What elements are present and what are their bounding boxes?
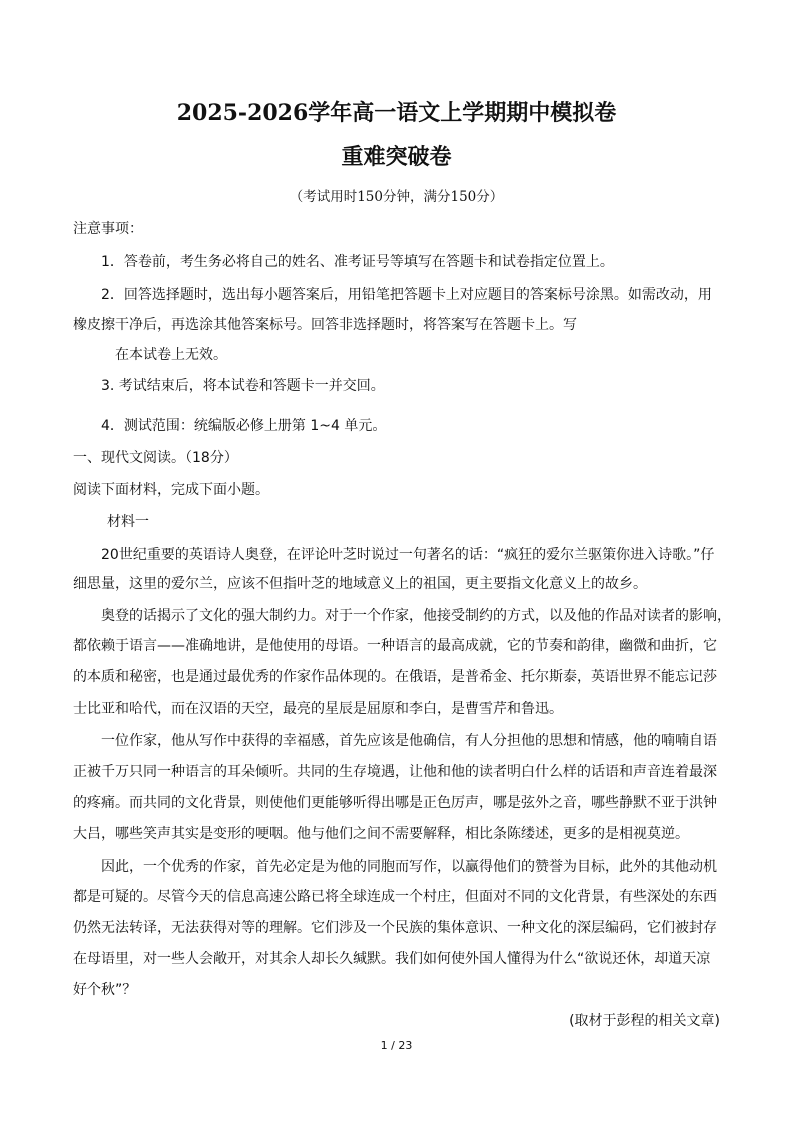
passage-p4-line-2: 都是可疑的。尽管今天的信息高速公路已将全球连成一个村庄，但面对不同的文化背景，有些深处的东西 bbox=[73, 889, 717, 905]
notice-item-2-line-1: 2．回答选择题时，选出每小题答案后，用铅笔把答题卡上对应题目的答案标号涂黑。如需改动，用 bbox=[101, 287, 712, 303]
material-label: 材料一 bbox=[107, 514, 149, 530]
passage-p1-line-2: 细思量，这里的爱尔兰，应该不但指叶芝的地域意义上的祖国，更主要指文化意义上的故乡。 bbox=[73, 576, 647, 592]
notice-item-2-line-2: 橡皮擦干净后，再选涂其他答案标号。回答非选择题时，将答案写在答题卡上。写 bbox=[73, 317, 577, 333]
passage-p3-line-2: 正被千万只同一种语言的耳朵倾听。共同的生存境遇，让他和他的读者明白什么样的话语和声音连着最深 bbox=[73, 764, 717, 780]
passage-p4-line-1: 因此，一个优秀的作家，首先必定是为他的同胞而写作，以赢得他们的赞誉为目标，此外的其他动机 bbox=[101, 859, 717, 875]
notice-heading: 注意事项： bbox=[73, 221, 143, 237]
notice-item-1: 1．答卷前，考生务必将自己的姓名、准考证号等填写在答题卡和试卷指定位置上。 bbox=[101, 254, 614, 270]
reading-instruction: 阅读下面材料，完成下面小题。 bbox=[73, 482, 269, 498]
section-heading: 一、现代文阅读。（18分） bbox=[73, 450, 238, 466]
notice-item-3: 3. 考试结束后，将本试卷和答题卡一并交回。 bbox=[101, 378, 385, 394]
notice-item-4: 4．测试范围：统编版必修上册第 1~4 单元。 bbox=[101, 418, 387, 434]
passage-p4-line-3: 仍然无法转译，无法获得对等的理解。它们涉及一个民族的集体意识、一种文化的深层编码，它们被封存 bbox=[73, 920, 717, 936]
passage-p2-line-2: 都依赖于语言——准确地讲，是他使用的母语。一种语言的最高成就，它的节奏和韵律，幽微和曲折，它 bbox=[73, 638, 717, 654]
exam-subtitle: 重难突破卷 bbox=[341, 144, 452, 170]
passage-p3-line-3: 的疼痛。而共同的文化背景，则使他们更能够听得出哪是正色厉声，哪是弦外之音，哪些静默不亚于洪钟 bbox=[73, 795, 717, 811]
passage-p2-line-4: 士比亚和哈代，而在汉语的天空，最亮的星辰是屈原和李白，是曹雪芹和鲁迅。 bbox=[73, 701, 563, 717]
passage-p4-line-4: 在母语里，对一些人会敞开，对其余人却长久缄默。我们如何使外国人懂得为什么“欲说还休，却道天凉 bbox=[73, 951, 711, 967]
exam-title: 2025-2026学年高一语文上学期期中模拟卷 bbox=[176, 100, 617, 126]
passage-p3-line-4: 大吕，哪些笑声其实是变形的哽咽。他与他们之间不需要解释，相比条陈缕述，更多的是相视莫逆。 bbox=[73, 826, 689, 842]
exam-duration-score: （考试用时150分钟，满分150分） bbox=[289, 189, 504, 205]
passage-p2-line-3: 的本质和秘密，也是通过最优秀的作家作品体现的。在俄语，是普希金、托尔斯泰，英语世界不能忘记莎 bbox=[73, 669, 717, 685]
passage-p3-line-1: 一位作家，他从写作中获得的幸福感，首先应该是他确信，有人分担他的思想和情感，他的喃喃自语 bbox=[101, 733, 717, 749]
passage-source: (取材于彭程的相关文章) bbox=[569, 1013, 720, 1029]
notice-item-2-line-3: 在本试卷上无效。 bbox=[115, 347, 227, 363]
passage-p2-line-1: 奥登的话揭示了文化的强大制约力。对于一个作家，他接受制约的方式，以及他的作品对读者的影响， bbox=[101, 608, 731, 624]
page-number: 1 / 23 bbox=[380, 1039, 413, 1052]
passage-p1-line-1: 20世纪重要的英语诗人奥登，在评论叶芝时说过一句著名的话：“疯狂的爱尔兰驱策你进入诗歌。”仔 bbox=[101, 547, 715, 563]
passage-p4-line-5: 好个秋”？ bbox=[73, 982, 137, 998]
